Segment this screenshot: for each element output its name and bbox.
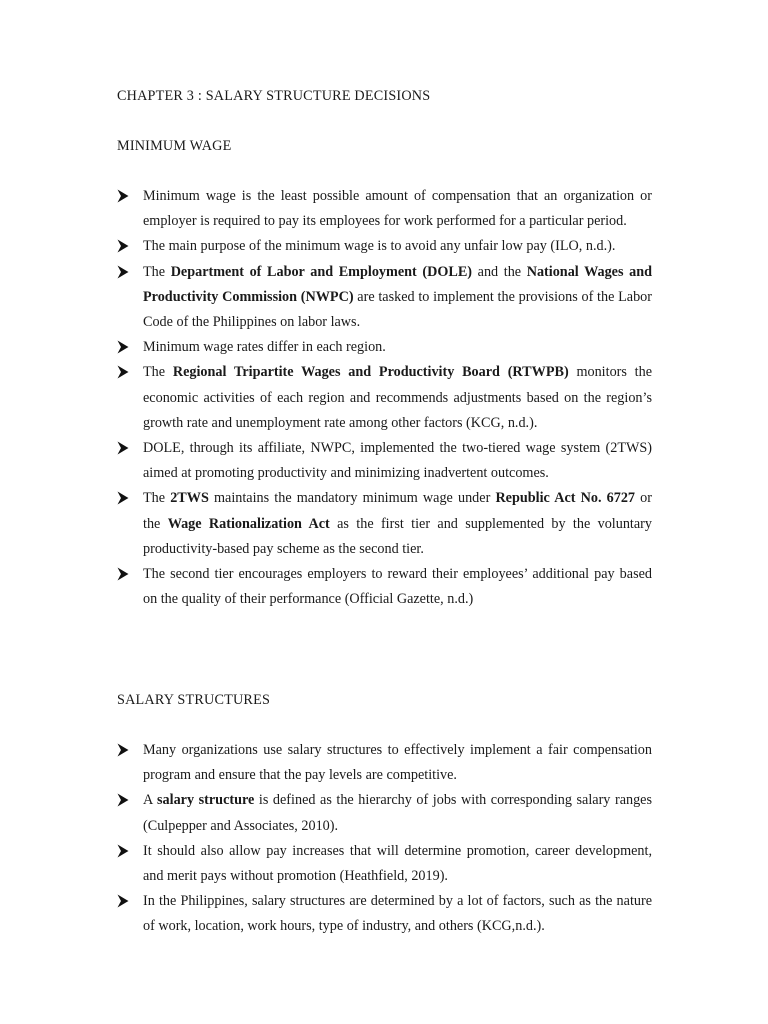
- bold-term: 2TWS: [170, 490, 209, 507]
- bullet-text: DOLE, through its affiliate, NWPC, implemented the two-tiered wage system (2TWS) aimed at promoting productivity and minimizing inadvertent outcomes.: [143, 440, 652, 482]
- bullet-text: Minimum wage rates differ in each region.: [143, 339, 386, 356]
- bullet-text: The second tier encourages employers to reward their employees’ additional pay based on the quality of their performance (Official Gazette, n.d.): [143, 566, 652, 608]
- bullet-text: The: [143, 490, 171, 507]
- list-item: [117, 360, 652, 436]
- bullet-text: is defined as the hierarchy of jobs with corresponding salary ranges (Culpepper and Associates, 2010).: [143, 792, 652, 834]
- list-item: [117, 486, 652, 562]
- arrowhead-bullet-icon: [117, 567, 129, 581]
- arrowhead-bullet-icon: [117, 491, 129, 505]
- list-item: [117, 436, 652, 486]
- arrowhead-bullet-icon: [117, 844, 129, 858]
- bullet-text: maintains the mandatory minimum wage under: [208, 490, 496, 507]
- bullet-text: Many organizations use salary structures to effectively implement a fair compensation program and ensure that the pay levels are competitive.: [143, 742, 652, 784]
- list-item: [117, 234, 652, 259]
- section-heading-salary-structures: SALARY STRUCTURES: [117, 692, 271, 708]
- bullet-text: It should also allow pay increases that will determine promotion, career development, and merit pays without promotion (Heathfield, 2019).: [143, 842, 652, 885]
- bullet-text: monitors the economic activities of each region and recommends adjustments based on the region’s growth rate and unemployment rate among other factors (KCG, n.d.).: [143, 364, 653, 431]
- bullet-text: A: [143, 792, 158, 809]
- chapter-title: CHAPTER 3 : SALARY STRUCTURE DECISIONS: [117, 88, 431, 104]
- bold-term: Republic Act No. 6727: [495, 490, 636, 507]
- list-item: [117, 839, 652, 889]
- arrowhead-bullet-icon: [117, 239, 129, 253]
- arrowhead-bullet-icon: [117, 894, 129, 908]
- list-item: [117, 562, 652, 612]
- list-item: [117, 184, 652, 234]
- bullet-text: and the: [472, 263, 527, 280]
- bold-term: Regional Tripartite Wages and Productivity Board (RTWPB): [172, 364, 569, 381]
- bullet-text: as the first tier and supplemented by the voluntary productivity-based pay scheme as the second tier.: [143, 515, 652, 557]
- bullet-text: The: [143, 263, 171, 280]
- list-item: [117, 260, 652, 336]
- bullet-text: The: [143, 364, 173, 381]
- bullet-text: or the: [143, 490, 652, 532]
- arrowhead-bullet-icon: [117, 365, 129, 379]
- list-item: [117, 335, 652, 360]
- bold-term: Department of Labor and Employment (DOLE): [170, 263, 473, 280]
- salary-structures-bullet-list: [117, 738, 652, 940]
- bullet-text: are tasked to implement the provisions of the Labor Code of the Philippines on labor laws.: [143, 288, 652, 331]
- list-item: [117, 788, 652, 838]
- minimum-wage-bullet-list: [117, 184, 652, 612]
- arrowhead-bullet-icon: [117, 743, 129, 757]
- bullet-text: Minimum wage is the least possible amount of compensation that an organization or employer is required to pay its employees for work performed for a particular period.: [143, 188, 652, 230]
- arrowhead-bullet-icon: [117, 441, 129, 455]
- arrowhead-bullet-icon: [117, 189, 129, 203]
- bold-term: salary structure: [157, 792, 255, 809]
- bullet-text: In the Philippines, salary structures are determined by a lot of factors, such as the nature of work, location, work hours, type of industry, and others (KCG,n.d.).: [143, 893, 652, 935]
- bullet-text: The main purpose of the minimum wage is to avoid any unfair low pay (ILO, n.d.).: [143, 238, 616, 255]
- arrowhead-bullet-icon: [117, 340, 129, 354]
- list-item: [117, 889, 652, 939]
- list-item: [117, 738, 652, 788]
- bold-term: Wage Rationalization Act: [167, 515, 330, 532]
- arrowhead-bullet-icon: [117, 793, 129, 807]
- section-heading-minimum-wage: MINIMUM WAGE: [117, 138, 232, 154]
- bold-term: National Wages and Productivity Commission (NWPC): [143, 263, 652, 305]
- arrowhead-bullet-icon: [117, 265, 129, 279]
